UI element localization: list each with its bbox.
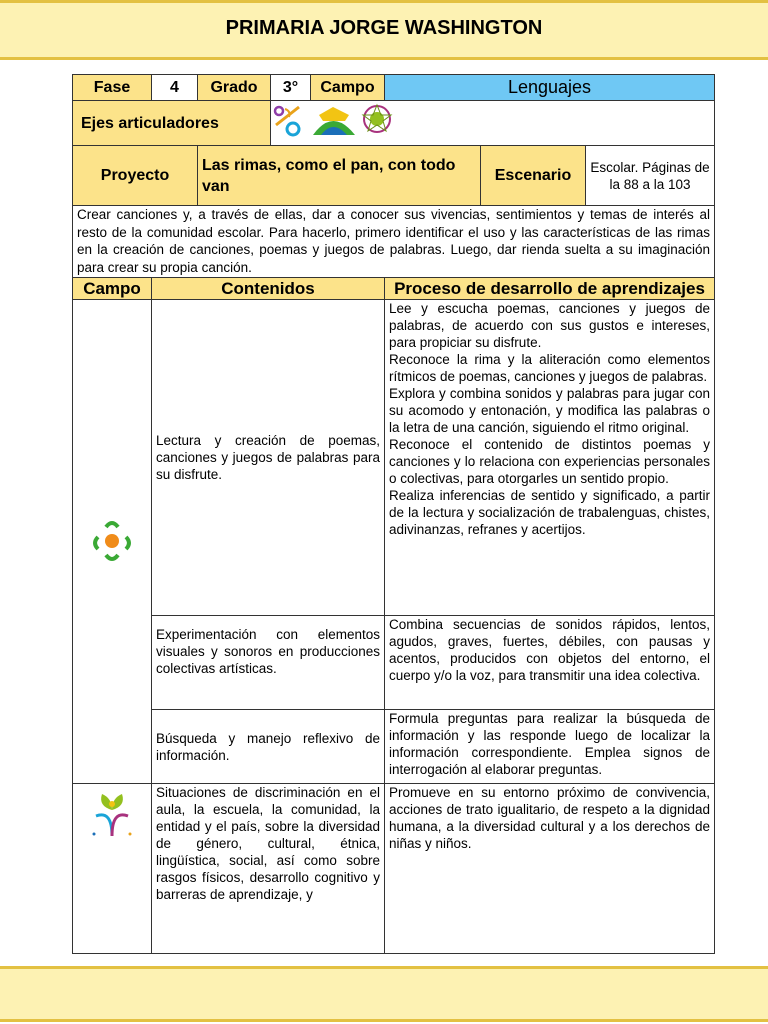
- proceso-cell: [385, 784, 715, 954]
- school-title: PRIMARIA JORGE WASHINGTON: [225, 17, 543, 39]
- proceso-item: Reconoce la rima y la aliteración como elementos rítmicos de poemas, canciones y juegos de palabras.: [389, 352, 711, 384]
- contenido-cell: Experimentación con elementos visuales y sonoros en producciones colectivas artísticas.: [152, 616, 385, 710]
- escenario-label: Escenario: [481, 146, 586, 206]
- inclusion-icon: [275, 107, 299, 135]
- proceso-item: Explora y combina sonidos y palabras para jugar con su acomodo y entonación, y modifica las palabras o la letra de una canción, siguiendo el ritmo original.: [389, 386, 711, 435]
- bottom-banner: [0, 966, 768, 1022]
- proyecto-label: Proyecto: [73, 146, 198, 206]
- proceso-item: Formula preguntas para realizar la búsqueda de información y las responde luego de localizar la información correspondiente. Emplea signos de interrogación al elaborar preguntas.: [389, 711, 711, 777]
- contenido-cell: Lectura y creación de poemas, canciones y juegos de palabras para su disfrute.: [152, 300, 385, 616]
- proceso-cell: [385, 616, 715, 710]
- fase-label: Fase: [73, 75, 152, 101]
- proceso-cell: [385, 300, 715, 616]
- campo-value: Lenguajes: [385, 75, 715, 101]
- col-contenidos: Contenidos: [152, 278, 385, 300]
- proceso-item: Lee y escucha poemas, canciones y juegos de palabras, de acuerdo con sus gustos e intereses, para propiciar su disfrute.: [389, 301, 711, 350]
- top-banner: [0, 0, 768, 60]
- planning-table: [72, 74, 715, 954]
- proceso-item: Reconoce el contenido de distintos poemas y canciones y lo relaciona con experiencias personales o colectivas, para otorgarles un sentido propio.: [389, 437, 711, 486]
- contenido-cell: Búsqueda y manejo reflexivo de información.: [152, 710, 385, 784]
- proceso-item: Combina secuencias de sonidos rápidos, lentos, agudos, graves, fuertes, débiles, con pausas y acentos, producidos con objetos del entorno, el cuerpo y/o la voz, para transmitir una idea colectiva.: [389, 617, 711, 683]
- ejes-icons-svg: [271, 101, 411, 141]
- interculturalidad-icon: [313, 107, 355, 135]
- contenido-cell: Situaciones de discriminación en el aula, la escuela, la comunidad, la entidad y el país, sobre la diversidad de género, cultural, étnica, lingüística, social, así como sobre rasgos físicos, desarrollo cognitivo y barreras de aprendizaje, y: [152, 784, 385, 954]
- ejes-icons: [271, 101, 715, 146]
- col-proceso: Proceso de desarrollo de aprendizajes: [385, 278, 715, 300]
- fase-value: 4: [152, 75, 198, 101]
- proceso-item: Realiza inferencias de sentido y significado, a partir de la lectura y socialización de trabalenguas, chistes, adivinanzas, refranes y acertijos.: [389, 488, 711, 537]
- proceso-cell: [385, 710, 715, 784]
- campo-icon-cell-etica: [73, 784, 152, 954]
- campo-icon-cell-lenguajes: [73, 300, 152, 784]
- vida-saludable-icon: [363, 105, 391, 132]
- escenario-value: Escolar. Páginas de la 88 a la 103: [586, 146, 715, 206]
- grado-value: 3°: [271, 75, 311, 101]
- project-description: Crear canciones y, a través de ellas, dar a conocer sus vivencias, sentimientos y temas de interés al resto de la comunidad escolar. Para hacerlo, primero identificar el uso y las características de las rimas en la creación de canciones, poemas y juegos de palabras. Luego, dar rienda suelta a su imaginación para crear su propia canción.: [73, 206, 715, 278]
- proyecto-value: Las rimas, como el pan, con todo van: [198, 146, 481, 206]
- ejes-label: Ejes articuladores: [73, 101, 271, 146]
- col-campo: Campo: [73, 278, 152, 300]
- etica-naturaleza-campo-icon: [90, 790, 134, 836]
- lenguajes-campo-icon: [92, 515, 132, 565]
- grado-label: Grado: [198, 75, 271, 101]
- proceso-item: Promueve en su entorno próximo de convivencia, acciones de trato igualitario, de respeto a la dignidad humana, a la diversidad cultural y a los derechos de niñas y niños.: [389, 785, 711, 851]
- campo-label: Campo: [311, 75, 385, 101]
